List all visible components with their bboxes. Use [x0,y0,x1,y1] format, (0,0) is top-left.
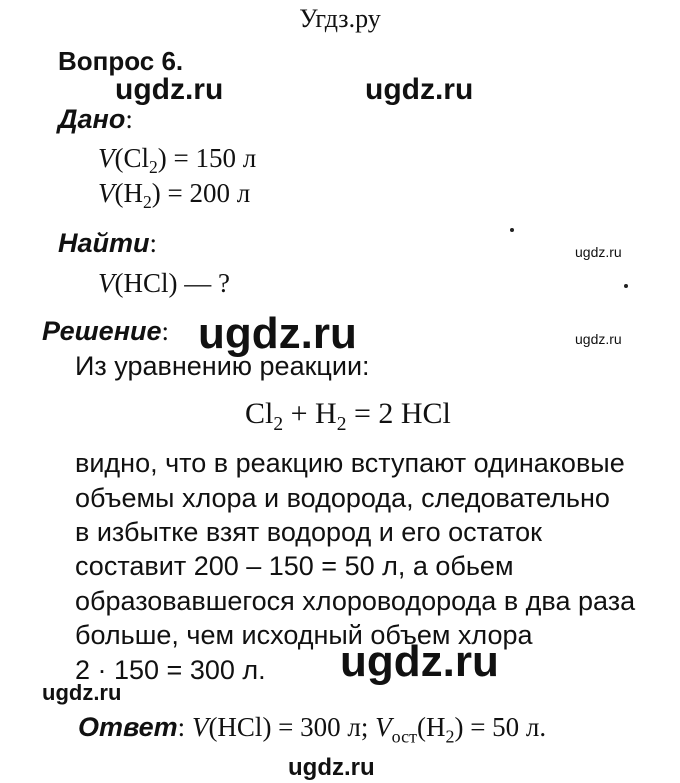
watermark: ugdz.ru [115,73,224,106]
watermark-footer: ugdz.ru [288,754,375,781]
watermark: ugdz.ru [42,680,122,705]
watermark-small: ugdz.ru [575,244,622,260]
solution-line-3: в избытке взят водород и его остаток [75,517,542,547]
given-cl2: $V(Cl_2) = 150$ л [98,143,257,178]
reaction-equation: $Cl_2 + H_2 = 2$ HCl [245,397,451,435]
solution-line-7: 2 · 150 = 300 л. [75,655,266,685]
given-heading: Дано: [58,104,133,134]
answer-label: Ответ [78,712,178,742]
watermark-large: ugdz.ru [198,309,357,358]
solution-line-1: видно, что в реакцию вступают одинаковые [75,448,625,478]
given-label: Дано [58,104,126,134]
site-header: Угдз.ру [299,4,381,33]
scan-speck [510,228,514,232]
solution-heading: Решение: [42,316,170,346]
solution-line-4: составит 200 – 150 = 50 л, а обьем [75,551,514,581]
answer-line: Ответ: V(HCl) = 300 л; $V_{ост}(H_2) = 50$ л. [78,712,547,747]
find-heading: Найти: [58,228,158,258]
find-label: Найти [58,228,150,258]
given-h2: $V(H_2) = 200$ л [98,178,251,213]
question-title: Вопрос 6. [58,46,184,76]
solution-label: Решение [42,316,162,346]
watermark: ugdz.ru [365,73,474,106]
watermark-small: ugdz.ru [575,331,622,347]
watermark-large: ugdz.ru [340,637,499,686]
solution-intro: Из уравнению реакции: [75,351,370,381]
solution-line-6: больше, чем исходный объем хлора [75,620,533,650]
solution-line-2: объемы хлора и водорода, следовательно [75,483,610,513]
find-hcl: V(HCl) — ? [98,268,230,298]
scan-speck [624,284,628,288]
solution-line-5: образовавшегося хлороводорода в два раза [75,586,636,616]
